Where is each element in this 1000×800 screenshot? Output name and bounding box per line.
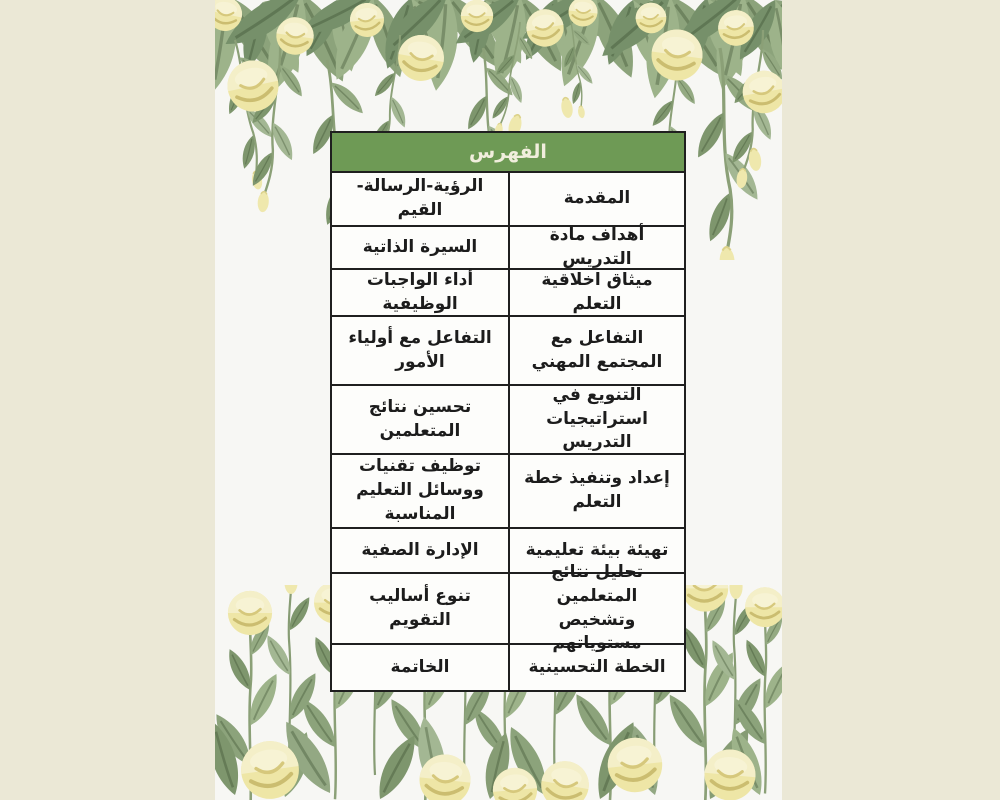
toc-cell-right: تهيئة بيئة تعليمية: [508, 529, 684, 572]
toc-row: [332, 224, 684, 270]
page: [215, 0, 782, 800]
toc-table: [330, 131, 686, 692]
toc-cell-right: الخطة التحسينية: [508, 645, 684, 690]
toc-row: [332, 455, 684, 529]
toc-cell-right: التنويع في استراتيجيات التدريس: [508, 386, 684, 453]
toc-row: [332, 270, 684, 317]
toc-cell-left: السيرة الذاتية: [362, 236, 478, 257]
toc-cell-left: تحسين نتائج المتعلمين: [368, 396, 472, 441]
toc-header: الفهرس: [332, 133, 684, 173]
toc-cell-right: التفاعل مع المجتمع المهني: [508, 317, 684, 384]
toc-cell-left: تنوع أساليب التقويم: [369, 585, 471, 630]
toc-cell-left: الإدارة الصفية: [361, 539, 479, 560]
toc-row: [332, 386, 684, 455]
toc-cell-right: تحليل نتائج المتعلمين وتشخيص مستوياتهم: [508, 574, 684, 643]
toc-cell-left: الخاتمة: [390, 656, 450, 677]
toc-cell-left: الرؤية-الرسالة-القيم: [356, 176, 484, 220]
toc-body: [332, 173, 684, 690]
toc-row: [332, 561, 684, 654]
toc-row: [332, 173, 684, 227]
toc-cell-right: المقدمة: [508, 173, 684, 225]
toc-cell-left: أداء الواجبات الوظيفية: [366, 269, 474, 314]
toc-cell-left: التفاعل مع أولياء الأمور: [348, 327, 492, 372]
toc-row: [332, 645, 684, 690]
toc-cell-right: أهداف مادة التدريس: [508, 227, 684, 268]
toc-cell-right: ميثاق اخلاقية التعلم: [508, 270, 684, 315]
toc-row: [332, 317, 684, 386]
toc-cell-right: إعداد وتنفيذ خطة التعلم: [508, 455, 684, 527]
toc-cell-left: توظيف تقنيات ووسائل التعليم المناسبة: [356, 456, 484, 524]
